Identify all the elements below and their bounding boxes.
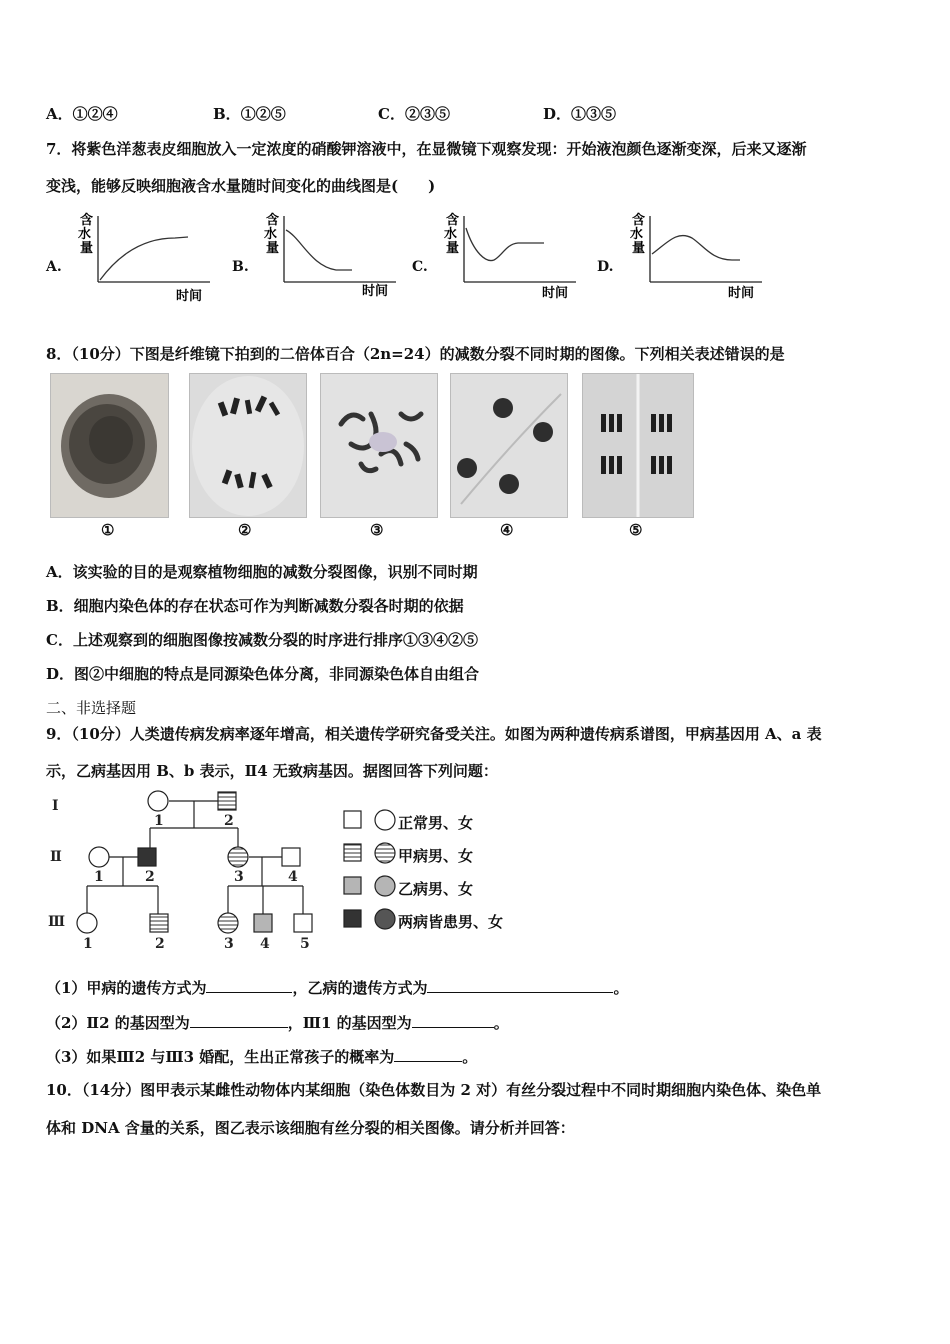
graph-c-curve — [466, 228, 544, 261]
label-II4: 4 — [288, 869, 298, 885]
graph-d-ylabel-1: 含 — [632, 213, 646, 228]
graph-a-ylabel-1: 含 — [80, 213, 94, 228]
graph-a-label: A. — [46, 259, 62, 275]
micrograph-2-label: ② — [238, 521, 252, 539]
graph-a — [70, 208, 240, 303]
q7-stem-line2: 变浅，能够反映细胞液含水量随时间变化的曲线图是( ) — [46, 177, 436, 195]
q8-option-c: C．上述观察到的细胞图像按减数分裂的时序进行排序①③④②⑤ — [46, 631, 478, 649]
graph-c — [436, 208, 606, 303]
q8-option-a: A．该实验的目的是观察植物细胞的减数分裂图像，识别不同时期 — [46, 563, 478, 581]
q6-option-d: D．①③⑤ — [543, 105, 617, 123]
label-I1: 1 — [154, 813, 164, 829]
graph-a-curve — [100, 237, 188, 280]
legend-yi-label: 乙病男、女 — [398, 880, 474, 898]
micrograph-1 — [50, 373, 169, 518]
pedigree-II1 — [89, 847, 109, 867]
q9-sub2-blank2[interactable] — [412, 1013, 494, 1028]
q9-sub3-text-a: （3）如果Ⅲ2 与Ⅲ3 婚配，生出正常孩子的概率为 — [46, 1048, 395, 1066]
graph-b-ylabel-1: 含 — [266, 213, 280, 228]
q9-sub2-text-c: 。 — [493, 1014, 509, 1032]
q10-stem-line2: 体和 DNA 含量的关系，图乙表示该细胞有丝分裂的相关图像。请分析并回答： — [46, 1119, 575, 1137]
graph-c-ylabel-2: 水 — [444, 227, 458, 242]
legend-both-label: 两病皆患男、女 — [398, 913, 504, 931]
pedigree-legend-symbols — [342, 808, 402, 933]
graph-b-ylabel-2: 水 — [264, 227, 278, 242]
q9-sub1-text-b: ，乙病的遗传方式为 — [292, 979, 428, 997]
pedigree-III2 — [150, 914, 168, 932]
label-III2: 2 — [155, 936, 165, 952]
q9-sub3 — [46, 1046, 477, 1067]
q9-stem-line2: 示，乙病基因用 B、b 表示，Ⅱ4 无致病基因。据图回答下列问题： — [46, 762, 498, 780]
label-III4: 4 — [260, 936, 270, 952]
micrograph-5-label: ⑤ — [629, 521, 643, 539]
pedigree-chart — [40, 788, 330, 958]
q9-sub1-blank1[interactable] — [206, 978, 292, 993]
pedigree-III5 — [294, 914, 312, 932]
graph-d-ylabel-2: 水 — [630, 227, 644, 242]
q9-sub1 — [46, 977, 628, 998]
q9-sub3-blank[interactable] — [394, 1047, 462, 1062]
label-III1: 1 — [83, 936, 93, 952]
graph-c-ylabel-3: 量 — [446, 241, 460, 256]
graph-d-label: D. — [597, 259, 614, 275]
q6-option-a: A．①②④ — [46, 105, 118, 123]
legend-jia-female — [375, 843, 395, 863]
legend-normal-male — [344, 811, 361, 828]
pedigree-II2 — [138, 848, 156, 866]
micrograph-4 — [450, 373, 568, 518]
generation-I: Ⅰ — [52, 798, 59, 814]
pedigree-II4 — [282, 848, 300, 866]
graph-b-curve — [286, 230, 352, 270]
graph-c-ylabel-1: 含 — [446, 213, 460, 228]
q7-stem-line1: 7．将紫色洋葱表皮细胞放入一定浓度的硝酸钾溶液中，在显微镜下观察发现：开始液泡颜色逐渐变深，后来又逐渐 — [46, 140, 807, 158]
label-III3: 3 — [224, 936, 234, 952]
q6-option-b: B．①②⑤ — [213, 105, 286, 123]
graph-d-xlabel: 时间 — [728, 286, 755, 301]
micrograph-2 — [189, 373, 307, 518]
section-heading: 二、非选择题 — [46, 699, 137, 717]
q9-sub3-text-b: 。 — [462, 1048, 478, 1066]
micrograph-1-label: ① — [101, 521, 115, 539]
q9-stem-line1: 9．（10分）人类遗传病发病率逐年增高，相关遗传学研究备受关注。如图为两种遗传病系谱图，甲病基因用 A、a 表 — [46, 725, 822, 743]
legend-jia-label: 甲病男、女 — [398, 847, 474, 865]
q9-sub1-text-c: 。 — [613, 979, 629, 997]
q9-sub2-text-b: ，Ⅲ1 的基因型为 — [287, 1014, 412, 1032]
pedigree-I1 — [148, 791, 168, 811]
graph-a-xlabel: 时间 — [176, 289, 203, 303]
legend-both-male — [344, 910, 361, 927]
q8-option-b: B．细胞内染色体的存在状态可作为判断减数分裂各时期的依据 — [46, 597, 464, 615]
graph-c-xlabel: 时间 — [542, 286, 569, 301]
graph-b-ylabel-3: 量 — [266, 241, 280, 256]
graph-c-label: C. — [412, 259, 428, 275]
generation-II: Ⅱ — [50, 849, 62, 865]
micrograph-3 — [320, 373, 438, 518]
q6-option-c: C．②③⑤ — [378, 105, 450, 123]
micrograph-3-label: ③ — [370, 521, 384, 539]
graph-b-xlabel: 时间 — [362, 284, 389, 299]
graph-a-ylabel-3: 量 — [80, 241, 94, 256]
label-I2: 2 — [224, 813, 234, 829]
legend-jia-male — [344, 844, 361, 861]
legend-normal-female — [375, 810, 395, 830]
legend-yi-female — [375, 876, 395, 896]
label-II3: 3 — [234, 869, 244, 885]
graph-d-ylabel-3: 量 — [632, 241, 646, 256]
q8-stem: 8．（10分）下图是纤维镜下拍到的二倍体百合（2n=24）的减数分裂不同时期的图像。下列相关表述错误的是 — [46, 345, 785, 363]
legend-both-female — [375, 909, 395, 929]
pedigree-II3 — [228, 847, 248, 867]
graph-a-ylabel-2: 水 — [78, 227, 92, 242]
pedigree-III3 — [218, 913, 238, 933]
micrograph-4-label: ④ — [500, 521, 514, 539]
generation-III: Ⅲ — [48, 914, 66, 930]
q10-stem-line1: 10．（14分）图甲表示某雌性动物体内某细胞（染色体数目为 2 对）有丝分裂过程中不同时期细胞内染色体、染色单 — [46, 1081, 822, 1099]
micrograph-5 — [582, 373, 694, 518]
graph-b — [256, 208, 426, 303]
pedigree-III4 — [254, 914, 272, 932]
graph-b-label: B. — [232, 259, 249, 275]
q9-sub2-text-a: （2）Ⅱ2 的基因型为 — [46, 1014, 190, 1032]
q9-sub2-blank1[interactable] — [190, 1013, 288, 1028]
pedigree-III1 — [77, 913, 97, 933]
graph-d — [622, 208, 792, 303]
label-II1: 1 — [94, 869, 104, 885]
legend-yi-male — [344, 877, 361, 894]
q9-sub1-text-a: （1）甲病的遗传方式为 — [46, 979, 207, 997]
pedigree-I2 — [218, 792, 236, 810]
q8-option-d: D．图②中细胞的特点是同源染色体分离，非同源染色体自由组合 — [46, 665, 480, 683]
q9-sub1-blank2[interactable] — [427, 978, 613, 993]
legend-normal-label: 正常男、女 — [398, 814, 474, 832]
q9-sub2 — [46, 1012, 509, 1033]
graph-d-curve — [652, 236, 740, 260]
label-II2: 2 — [145, 869, 155, 885]
label-III5: 5 — [300, 936, 310, 952]
